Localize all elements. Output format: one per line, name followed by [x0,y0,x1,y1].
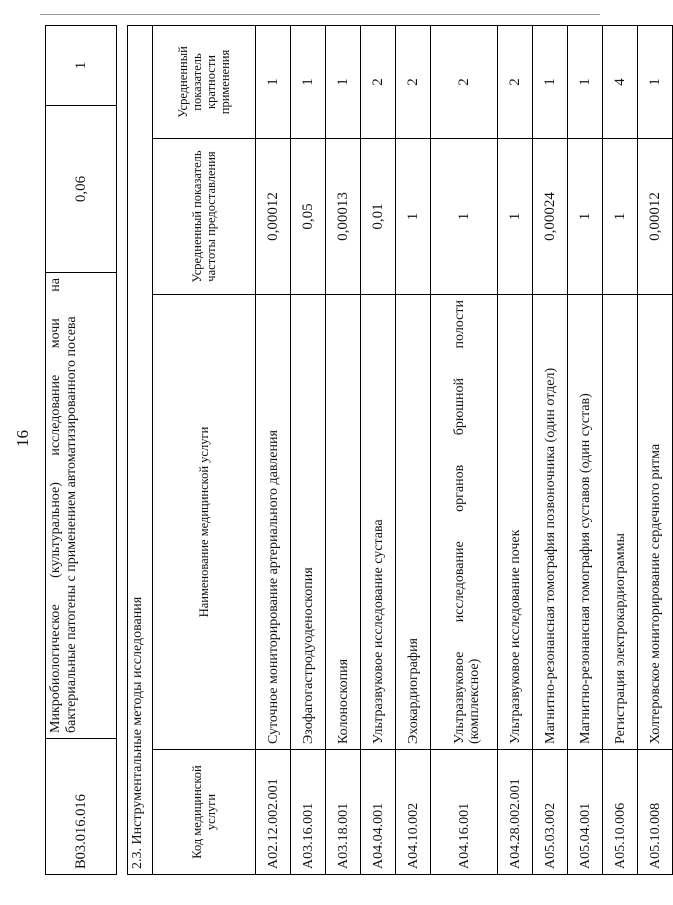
header-name: Наименование медицинской услуги [153,295,256,750]
table-row [291,26,326,875]
row-frequency: 0,00013 [326,139,361,295]
row-multiplicity: 1 [326,26,361,139]
row-code: A05.10.008 [638,750,673,875]
row-frequency: 0,00012 [256,139,291,295]
table-row [498,26,533,875]
row-name: Эхокардиография [396,295,431,750]
service-multiplicity: 1 [46,26,117,106]
row-frequency: 1 [568,139,603,295]
row-name: Холтеровское мониторирование сердечного ритма [638,295,673,750]
row-name: Суточное мониторирование артериального давления [256,295,291,750]
page-number: 16 [13,430,32,447]
table-row [603,26,638,875]
row-code: A04.28.002.001 [498,750,533,875]
row-frequency: 1 [498,139,533,295]
row-name [431,295,498,750]
row-frequency: 0,00024 [533,139,568,295]
top-service-table [45,25,117,875]
table-row [533,26,568,875]
row-multiplicity: 1 [256,26,291,139]
row-name: Магнитно-резонансная томография позвоночника (один отдел) [533,295,568,750]
row-multiplicity: 2 [431,26,498,139]
row-multiplicity: 1 [291,26,326,139]
rotated-page-content [25,0,663,875]
row-code: A03.18.001 [326,750,361,875]
table-row [46,26,117,875]
header-frequency: Усредненный показатель частоты предоставления [153,139,256,295]
row-multiplicity: 1 [638,26,673,139]
row-multiplicity: 2 [498,26,533,139]
row-multiplicity: 1 [533,26,568,139]
row-code: A02.12.002.001 [256,750,291,875]
row-frequency: 0,05 [291,139,326,295]
row-name-line1: Ультразвуковое исследование органов брюшной полости [452,300,467,744]
table-row [326,26,361,875]
section-row [128,26,153,875]
row-code: A03.16.001 [291,750,326,875]
row-frequency: 1 [603,139,638,295]
service-frequency: 0,06 [46,106,117,273]
table-row [638,26,673,875]
row-frequency: 0,00012 [638,139,673,295]
table-row [396,26,431,875]
row-frequency: 1 [431,139,498,295]
row-code: A04.16.001 [431,750,498,875]
row-code: A05.03.002 [533,750,568,875]
row-frequency: 1 [396,139,431,295]
table-row [431,26,498,875]
table-row [361,26,396,875]
row-name: Колоноскопия [326,295,361,750]
row-name: Магнитно-резонансная томография суставов (один сустав) [568,295,603,750]
row-multiplicity: 4 [603,26,638,139]
row-name: Регистрация электрокардиограммы [603,295,638,750]
table-row [256,26,291,875]
section-title: 2.3. Инструментальные методы исследования [128,26,153,875]
service-name: Микробиологическое (культуральное) исследование мочи на бактериальные патогены с применением автоматизированного посева [46,273,117,739]
row-frequency: 0,01 [361,139,396,295]
row-name: Ультразвуковое исследование сустава [361,295,396,750]
row-multiplicity: 1 [568,26,603,139]
row-code: A04.10.002 [396,750,431,875]
header-code: Код медицинской услуги [153,750,256,875]
row-name: Ультразвуковое исследование почек [498,295,533,750]
header-multiplicity: Усредненный показатель кратности применения [153,26,256,139]
row-multiplicity: 2 [361,26,396,139]
row-name-line2: (комплексное) [467,658,482,744]
header-row [153,26,256,875]
row-code: A05.04.001 [568,750,603,875]
table-row [568,26,603,875]
row-name: Эзофагогастродуоденоскопия [291,295,326,750]
service-code: B03.016.016 [46,739,117,875]
row-code: A04.04.001 [361,750,396,875]
row-code: A05.10.006 [603,750,638,875]
instrumental-methods-table [127,25,673,875]
row-multiplicity: 2 [396,26,431,139]
